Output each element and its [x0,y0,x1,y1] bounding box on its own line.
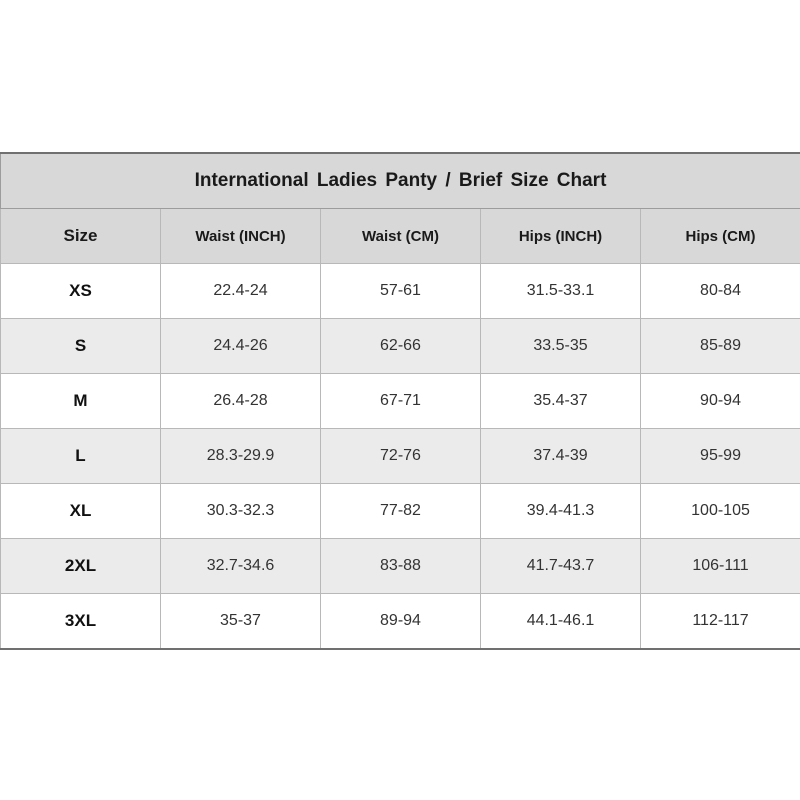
chart-title: International Ladies Panty / Brief Size Chart [1,153,800,209]
waist-cm-cell: 83-88 [321,539,481,594]
waist-cm-cell: 72-76 [321,429,481,484]
hips-inch-cell: 31.5-33.1 [481,264,641,319]
waist-inch-cell: 28.3-29.9 [161,429,321,484]
waist-cm-cell: 89-94 [321,594,481,650]
column-header-waist-cm: Waist (CM) [321,209,481,264]
hips-cm-cell: 112-117 [641,594,800,650]
waist-cm-cell: 77-82 [321,484,481,539]
hips-inch-cell: 33.5-35 [481,319,641,374]
waist-inch-cell: 35-37 [161,594,321,650]
hips-inch-cell: 37.4-39 [481,429,641,484]
waist-inch-cell: 24.4-26 [161,319,321,374]
column-header-waist-inch: Waist (INCH) [161,209,321,264]
hips-cm-cell: 100-105 [641,484,800,539]
table-row [1,594,800,650]
hips-inch-cell: 44.1-46.1 [481,594,641,650]
hips-inch-cell: 35.4-37 [481,374,641,429]
size-label: XL [1,484,161,539]
title-row [1,153,800,209]
table-row [1,264,800,319]
table-row [1,484,800,539]
waist-inch-cell: 22.4-24 [161,264,321,319]
size-label: M [1,374,161,429]
waist-cm-cell: 57-61 [321,264,481,319]
column-header-row [1,209,800,264]
size-label: 3XL [1,594,161,650]
table-row [1,429,800,484]
hips-cm-cell: 85-89 [641,319,800,374]
size-chart [0,152,800,650]
hips-cm-cell: 80-84 [641,264,800,319]
table-row [1,319,800,374]
size-label: 2XL [1,539,161,594]
table-row [1,539,800,594]
column-header-size: Size [1,209,161,264]
size-label: XS [1,264,161,319]
table-row [1,374,800,429]
waist-cm-cell: 62-66 [321,319,481,374]
waist-inch-cell: 30.3-32.3 [161,484,321,539]
waist-cm-cell: 67-71 [321,374,481,429]
size-label: S [1,319,161,374]
hips-cm-cell: 95-99 [641,429,800,484]
size-label: L [1,429,161,484]
hips-inch-cell: 39.4-41.3 [481,484,641,539]
size-chart-table [0,152,800,650]
hips-inch-cell: 41.7-43.7 [481,539,641,594]
waist-inch-cell: 32.7-34.6 [161,539,321,594]
hips-cm-cell: 106-111 [641,539,800,594]
column-header-hips-cm: Hips (CM) [641,209,800,264]
hips-cm-cell: 90-94 [641,374,800,429]
waist-inch-cell: 26.4-28 [161,374,321,429]
column-header-hips-inch: Hips (INCH) [481,209,641,264]
